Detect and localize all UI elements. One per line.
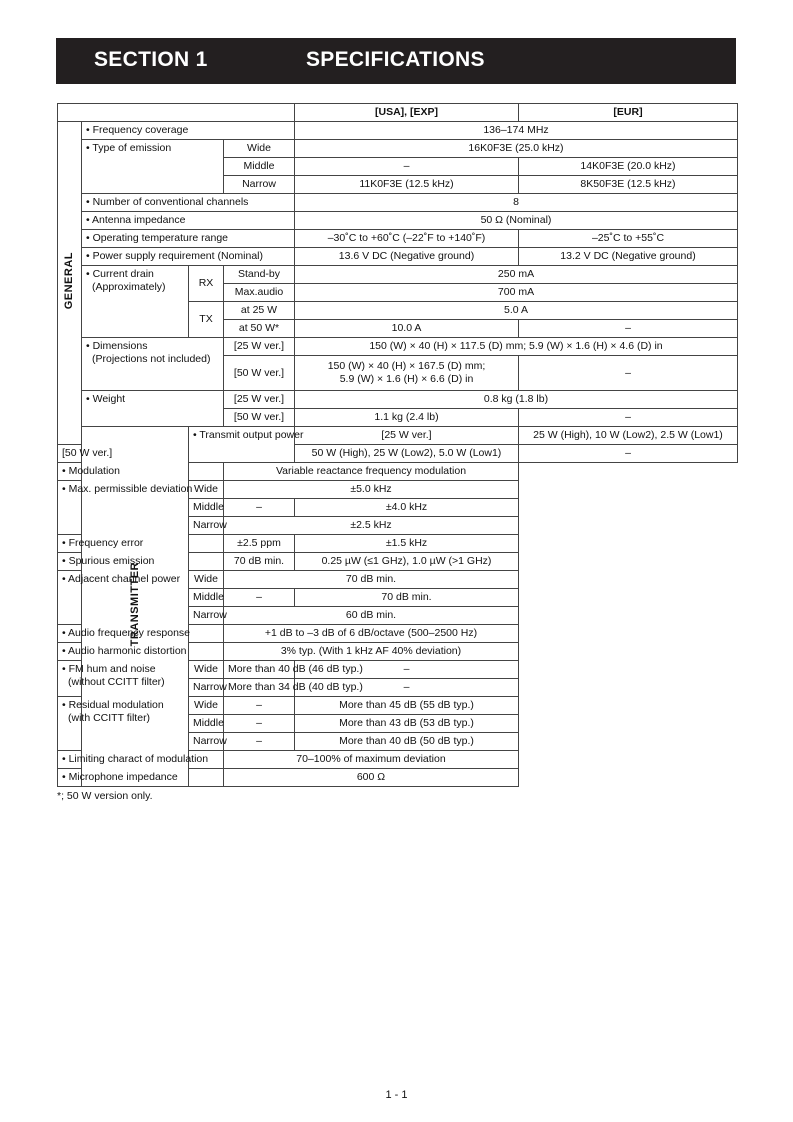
- table-row: [58, 194, 738, 212]
- spec-value: 8: [295, 194, 738, 212]
- spec-label: • Dimensions (Projections not included): [82, 338, 224, 391]
- spec-label: • FM hum and noise (without CCITT filter): [58, 661, 189, 697]
- spec-sublabel: Narrow: [189, 679, 224, 697]
- section-title: SPECIFICATIONS: [306, 48, 485, 71]
- spec-value: Variable reactance frequency modulation: [224, 463, 519, 481]
- spec-value: ±2.5 kHz: [224, 517, 519, 535]
- spec-value: –: [295, 158, 519, 176]
- table-row: [58, 697, 738, 715]
- spec-sublabel: Max.audio: [224, 284, 295, 302]
- spec-label: • Frequency error: [58, 535, 224, 553]
- table-row: [58, 463, 738, 481]
- spec-label: • Audio frequency response: [58, 625, 224, 643]
- section-header: [56, 38, 736, 84]
- spec-sublabel: [25 W ver.]: [224, 338, 295, 356]
- spec-value: 16K0F3E (25.0 kHz): [295, 140, 738, 158]
- spec-sublabel: [50 W ver.]: [224, 409, 295, 427]
- spec-value: 70 dB min.: [224, 553, 295, 571]
- table-row: [58, 643, 738, 661]
- spec-label: • Weight: [82, 391, 224, 427]
- spec-value: –: [224, 697, 295, 715]
- specifications-table: [57, 103, 738, 787]
- spec-value: ±4.0 kHz: [295, 499, 519, 517]
- spec-value: 60 dB min.: [224, 607, 519, 625]
- spec-value: 70 dB min.: [295, 589, 519, 607]
- spec-label: • Audio harmonic distortion: [58, 643, 224, 661]
- table-row: [58, 248, 738, 266]
- spec-value: 150 (W) × 40 (H) × 117.5 (D) mm; 5.9 (W) × 1.6 (H) × 4.6 (D) in: [295, 338, 738, 356]
- spec-sublabel: Middle: [189, 715, 224, 733]
- spec-value: 10.0 A: [295, 320, 519, 338]
- spec-value: –: [224, 733, 295, 751]
- spec-value: More than 40 dB (50 dB typ.): [295, 733, 519, 751]
- spec-label: • Antenna impedance: [82, 212, 295, 230]
- group-label-general: GENERAL: [58, 122, 82, 445]
- page-number: 1 - 1: [385, 1089, 408, 1101]
- spec-label: • Frequency coverage: [82, 122, 295, 140]
- table-row: [58, 571, 738, 589]
- spec-value: ±2.5 ppm: [224, 535, 295, 553]
- table-row: [58, 266, 738, 284]
- spec-value: More than 45 dB (55 dB typ.): [295, 697, 519, 715]
- spec-sublabel: Narrow: [189, 517, 224, 535]
- spec-label: • Microphone impedance: [58, 769, 224, 787]
- table-row: [58, 427, 738, 445]
- table-row: [58, 122, 738, 140]
- spec-value: –30˚C to +60˚C (–22˚F to +140˚F): [295, 230, 519, 248]
- spec-label: • Operating temperature range: [82, 230, 295, 248]
- spec-sublabel: Narrow: [189, 607, 224, 625]
- spec-value: 0.8 kg (1.8 lb): [295, 391, 738, 409]
- spec-value: 150 (W) × 40 (H) × 167.5 (D) mm; 5.9 (W) × 1.6 (H) × 6.6 (D) in: [295, 356, 519, 391]
- spec-label: • Current drain (Approximately): [82, 266, 189, 338]
- table-row: [58, 625, 738, 643]
- spec-value: ±1.5 kHz: [295, 535, 519, 553]
- spec-sublabel: Narrow: [189, 733, 224, 751]
- spec-sublabel: TX: [189, 302, 224, 338]
- spec-sublabel: [50 W ver.]: [58, 445, 82, 463]
- spec-value: –: [519, 409, 738, 427]
- spec-label: • Type of emission: [82, 140, 224, 194]
- spec-value: –: [519, 320, 738, 338]
- spec-value: –25˚C to +55˚C: [519, 230, 738, 248]
- table-row: [58, 140, 738, 158]
- table-row: [58, 391, 738, 409]
- spec-value: 3% typ. (With 1 kHz AF 40% deviation): [224, 643, 519, 661]
- table-row: [58, 481, 738, 499]
- spec-sublabel: Wide: [189, 571, 224, 589]
- section-number: SECTION 1: [94, 48, 208, 71]
- spec-sublabel: [25 W ver.]: [295, 427, 519, 445]
- spec-value: 250 mA: [295, 266, 738, 284]
- spec-value: 11K0F3E (12.5 kHz): [295, 176, 519, 194]
- spec-value: –: [295, 679, 519, 697]
- spec-value: –: [519, 356, 738, 391]
- table-row: [58, 212, 738, 230]
- spec-value: 50 Ω (Nominal): [295, 212, 738, 230]
- spec-value: –: [224, 715, 295, 733]
- spec-value: 70 dB min.: [224, 571, 519, 589]
- spec-value: –: [519, 445, 738, 463]
- spec-value: 700 mA: [295, 284, 738, 302]
- spec-sublabel: Narrow: [224, 176, 295, 194]
- spec-sublabel: at 50 W*: [224, 320, 295, 338]
- table-row: [58, 769, 738, 787]
- spec-label: • Power supply requirement (Nominal): [82, 248, 295, 266]
- spec-label: • Modulation: [58, 463, 224, 481]
- spec-value: 25 W (High), 10 W (Low2), 2.5 W (Low1): [519, 427, 738, 445]
- group-label-transmitter: TRANSMITTER: [82, 427, 189, 787]
- footnote: *; 50 W version only.: [57, 790, 153, 802]
- table-row: [58, 535, 738, 553]
- spec-label: • Limiting charact of modulation: [58, 751, 224, 769]
- spec-value: 50 W (High), 25 W (Low2), 5.0 W (Low1): [295, 445, 519, 463]
- spec-value: 1.1 kg (2.4 lb): [295, 409, 519, 427]
- spec-value: 13.6 V DC (Negative ground): [295, 248, 519, 266]
- spec-value: 14K0F3E (20.0 kHz): [519, 158, 738, 176]
- spec-sublabel: RX: [189, 266, 224, 302]
- spec-value: –: [224, 499, 295, 517]
- spec-value: 5.0 A: [295, 302, 738, 320]
- table-row: [58, 661, 738, 679]
- spec-label: • Max. permissible deviation: [58, 481, 189, 535]
- spec-label: • Transmit output power: [189, 427, 295, 463]
- spec-sublabel: [50 W ver.]: [224, 356, 295, 391]
- spec-value: 136–174 MHz: [295, 122, 738, 140]
- table-row: [58, 751, 738, 769]
- column-header-usa: [USA], [EXP]: [295, 104, 519, 122]
- table-header-row: [58, 104, 738, 122]
- spec-value: 600 Ω: [224, 769, 519, 787]
- spec-sublabel: [25 W ver.]: [224, 391, 295, 409]
- table-row: [58, 230, 738, 248]
- spec-value: ±5.0 kHz: [224, 481, 519, 499]
- table-row: [58, 553, 738, 571]
- spec-value: 13.2 V DC (Negative ground): [519, 248, 738, 266]
- spec-label: • Spurious emission: [58, 553, 224, 571]
- spec-label: • Adjacent channel power: [58, 571, 189, 625]
- spec-value: 70–100% of maximum deviation: [224, 751, 519, 769]
- spec-sublabel: Wide: [189, 697, 224, 715]
- spec-value: +1 dB to –3 dB of 6 dB/octave (500–2500 Hz): [224, 625, 519, 643]
- spec-sublabel: Wide: [224, 140, 295, 158]
- spec-sublabel: Middle: [189, 589, 224, 607]
- spec-value: 0.25 µW (≤1 GHz), 1.0 µW (>1 GHz): [295, 553, 519, 571]
- spec-value: 8K50F3E (12.5 kHz): [519, 176, 738, 194]
- spec-value: –: [224, 589, 295, 607]
- spec-sublabel: Stand-by: [224, 266, 295, 284]
- spec-sublabel: Wide: [189, 481, 224, 499]
- spec-sublabel: at 25 W: [224, 302, 295, 320]
- spec-value: –: [295, 661, 519, 679]
- spec-value: More than 43 dB (53 dB typ.): [295, 715, 519, 733]
- spec-sublabel: Wide: [189, 661, 224, 679]
- spec-value: More than 40 dB (46 dB typ.): [224, 661, 295, 679]
- spec-sublabel: Middle: [224, 158, 295, 176]
- table-row: [58, 338, 738, 356]
- spec-label: • Residual modulation (with CCITT filter): [58, 697, 189, 751]
- spec-value: More than 34 dB (40 dB typ.): [224, 679, 295, 697]
- spec-sublabel: Middle: [189, 499, 224, 517]
- spec-label: • Number of conventional channels: [82, 194, 295, 212]
- column-header-eur: [EUR]: [519, 104, 738, 122]
